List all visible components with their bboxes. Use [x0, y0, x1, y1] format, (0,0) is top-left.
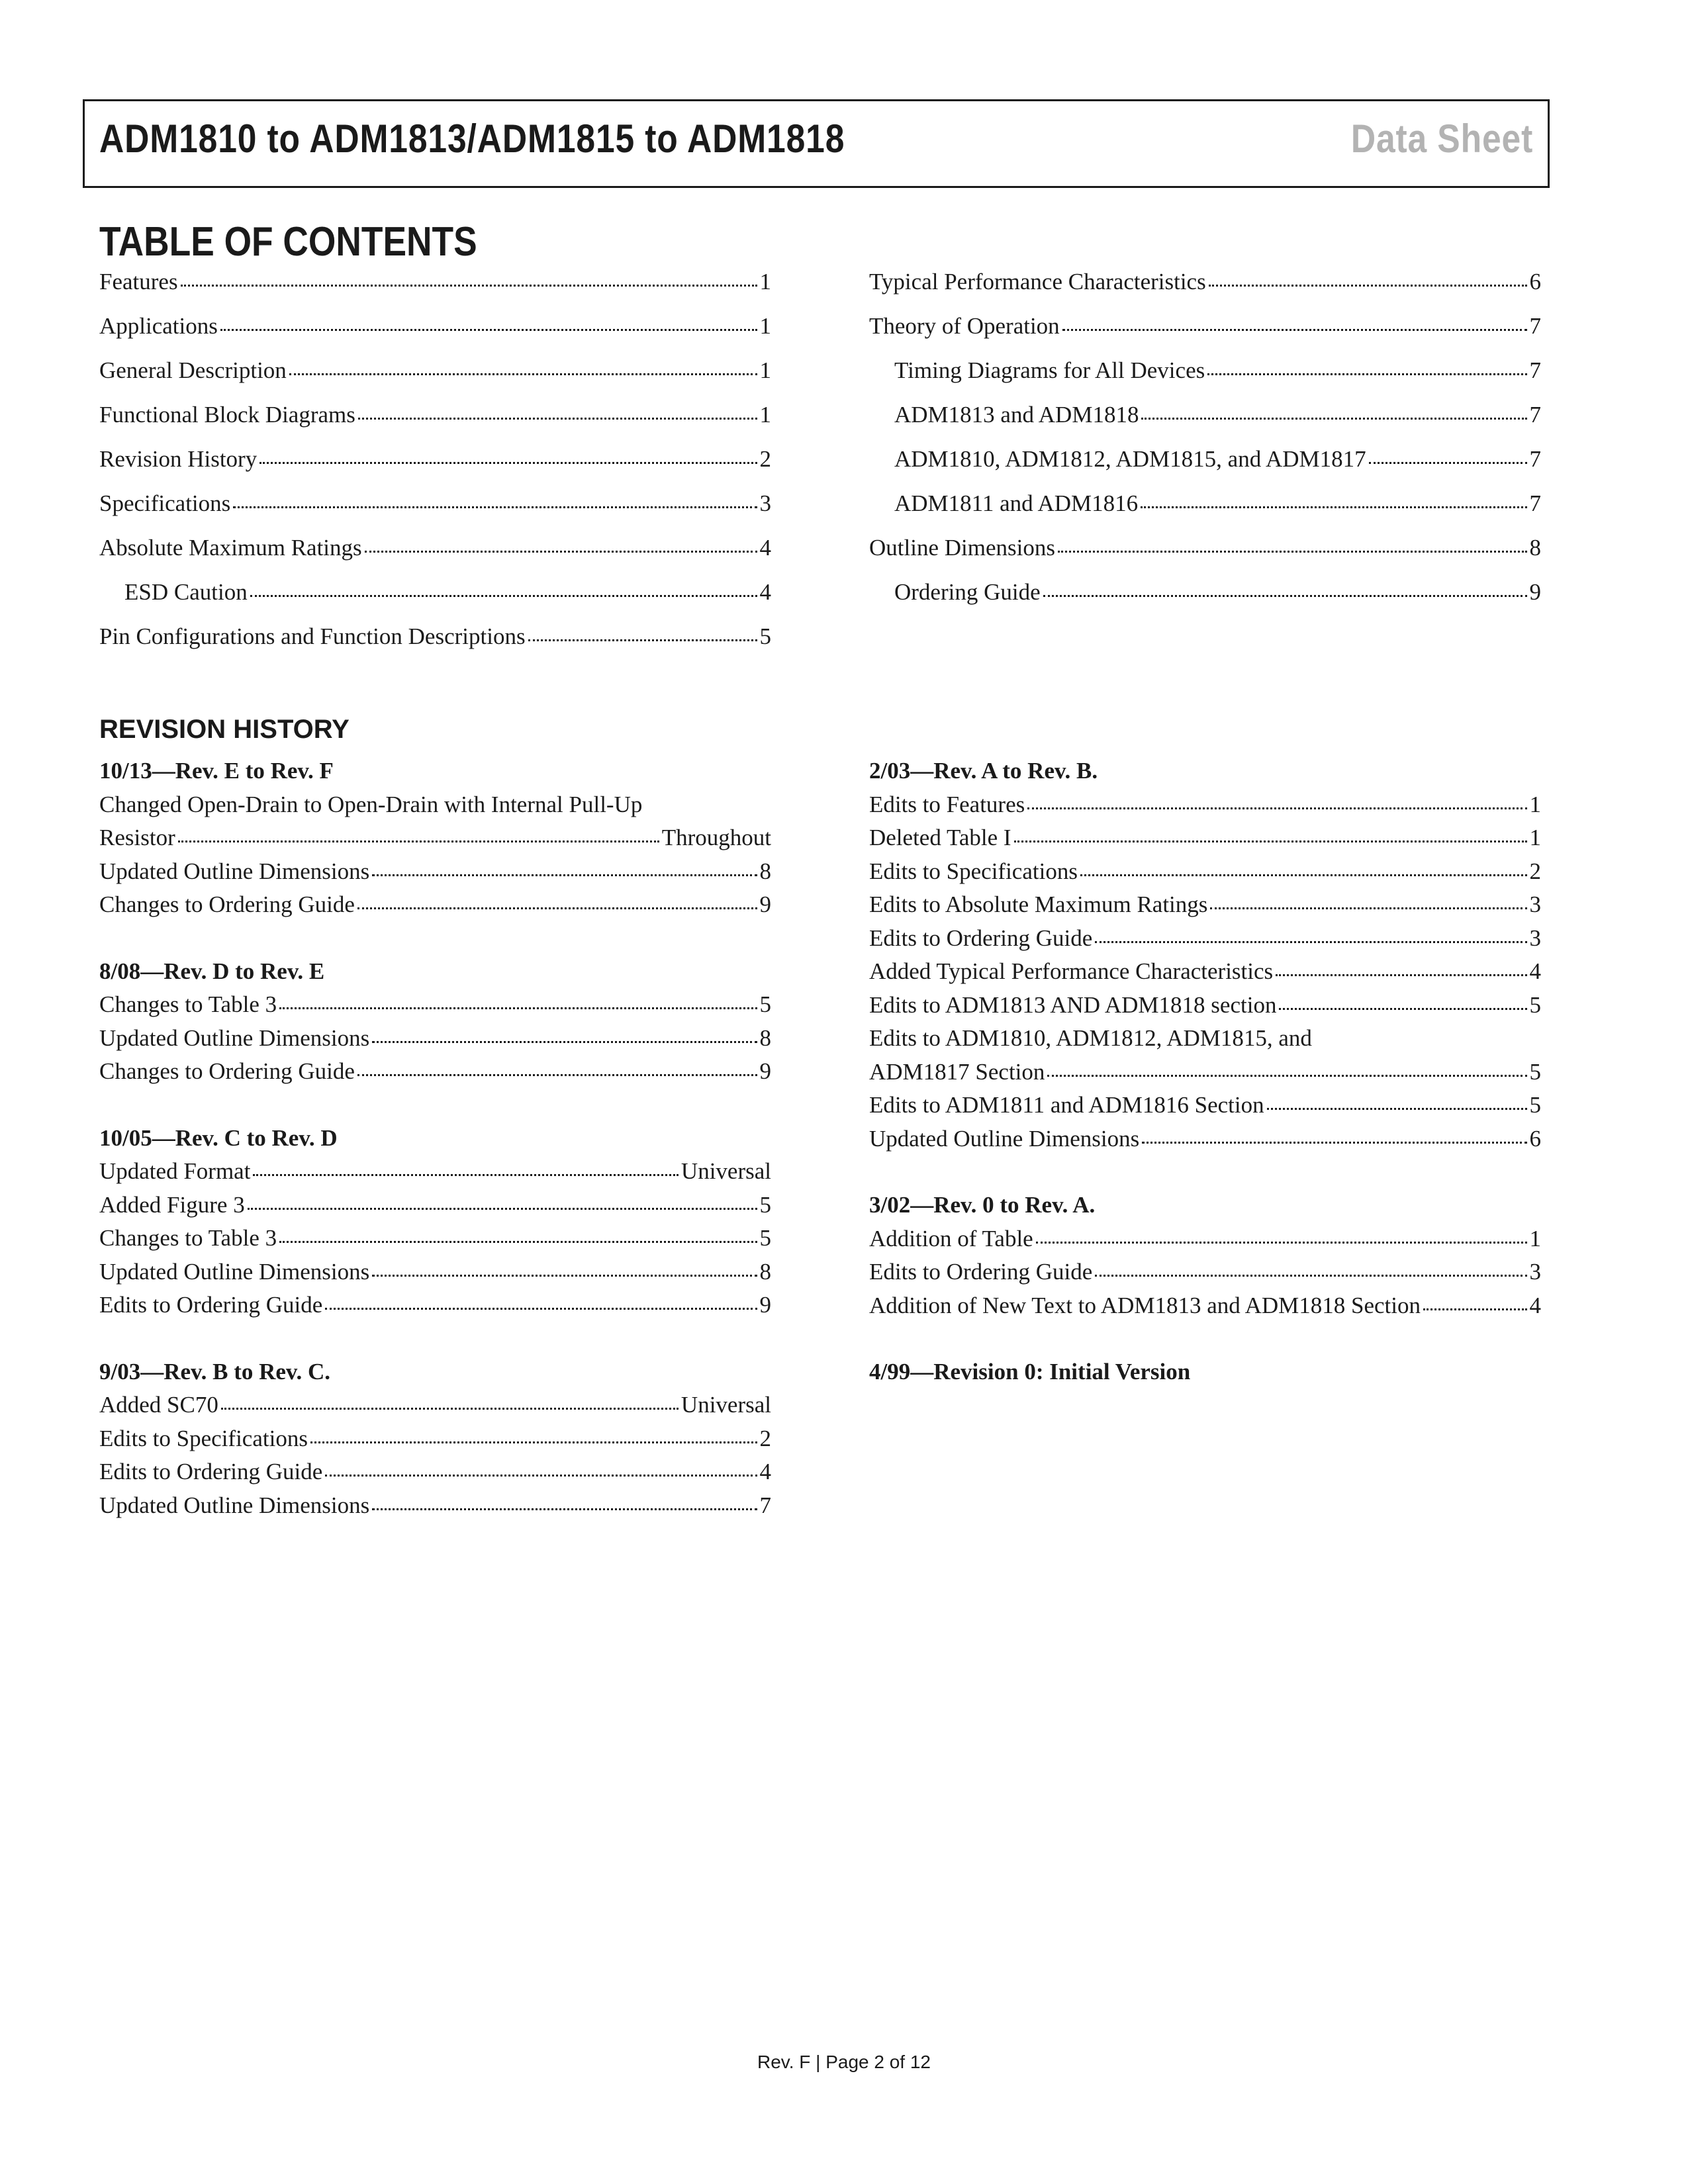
- dot-leader: [1036, 1242, 1527, 1244]
- revision-change-entry[interactable]: [99, 891, 771, 925]
- revision-change-entry-page: 1: [1529, 825, 1541, 850]
- revision-change-entry-page: 8: [759, 1258, 771, 1285]
- dot-leader: [253, 1174, 678, 1176]
- dot-leader: [310, 1441, 757, 1443]
- revision-change-entry[interactable]: [99, 1392, 771, 1426]
- revision-change-entry[interactable]: [99, 1459, 771, 1492]
- revision-change-entry[interactable]: [869, 1126, 1541, 1160]
- revision-change-entry-page: 4: [759, 1459, 771, 1484]
- dot-leader: [1095, 1275, 1526, 1277]
- revision-change-entry[interactable]: [99, 825, 771, 858]
- toc-entry-page: 7: [1529, 402, 1541, 428]
- revision-change-entry-page: 2: [1529, 858, 1541, 884]
- toc-entry-label: Absolute Maximum Ratings: [99, 535, 362, 561]
- revision-change-entry[interactable]: [869, 1059, 1541, 1093]
- toc-entry-page: 7: [1529, 446, 1541, 472]
- revision-change-entry-label: Edits to ADM1811 and ADM1816 Section: [869, 1092, 1264, 1118]
- dot-leader: [279, 1007, 757, 1009]
- revision-change-entry-page: 9: [759, 1292, 771, 1318]
- toc-entry-label: Theory of Operation: [869, 313, 1060, 339]
- revision-change-entry[interactable]: [869, 891, 1541, 925]
- page-footer: Rev. F | Page 2 of 12: [757, 2052, 931, 2072]
- dot-leader: [181, 285, 757, 287]
- toc-right-column: [869, 269, 1541, 623]
- toc-entry[interactable]: [869, 446, 1541, 490]
- revision-change-entry-page: 8: [759, 1024, 771, 1051]
- revision-change-entry-label: Edits to Ordering Guide: [99, 1292, 323, 1318]
- dot-leader: [357, 1074, 757, 1076]
- toc-entry-label: Revision History: [99, 446, 258, 472]
- revision-change-text: Edits to ADM1810, ADM1812, ADM1815, and: [869, 1025, 1312, 1051]
- revision-change-entry[interactable]: [99, 1192, 771, 1226]
- toc-entry-page: 8: [1529, 535, 1541, 561]
- dot-leader: [1058, 551, 1527, 553]
- toc-entry-page: 1: [759, 269, 771, 295]
- revision-change-entry-page: 4: [1529, 958, 1541, 984]
- toc-entry-label: Functional Block Diagrams: [99, 402, 355, 428]
- toc-entry-label: Applications: [99, 313, 218, 339]
- revision-change-entry[interactable]: [99, 1292, 771, 1326]
- revision-change-entry-label: Edits to Absolute Maximum Ratings: [869, 891, 1208, 917]
- revision-change-entry-label: Edits to Features: [869, 791, 1025, 817]
- dot-leader: [325, 1308, 757, 1310]
- dot-leader: [1276, 974, 1526, 976]
- dot-leader: [233, 506, 757, 508]
- toc-entry-page: 7: [1529, 357, 1541, 383]
- revision-change-entry-page: 6: [1529, 1125, 1541, 1152]
- dot-leader: [1047, 1075, 1526, 1077]
- revision-change-entry-label: Updated Outline Dimensions: [99, 1024, 370, 1051]
- toc-entry-label: Specifications: [99, 490, 231, 516]
- toc-entry[interactable]: [99, 490, 771, 535]
- revision-group: [99, 1359, 771, 1526]
- dot-leader: [1142, 1142, 1526, 1144]
- dot-leader: [1209, 285, 1527, 287]
- revision-change-entry-label: Added Figure 3: [99, 1191, 245, 1218]
- dot-leader: [372, 874, 757, 876]
- revision-change-entry[interactable]: [99, 858, 771, 892]
- revision-change-entry-page: 4: [1529, 1292, 1541, 1318]
- revision-change-entry[interactable]: [869, 958, 1541, 992]
- revision-change-entry-label: Changes to Table 3: [99, 1225, 277, 1251]
- revision-change-entry-label: Resistor: [99, 825, 175, 850]
- dot-leader: [1267, 1108, 1527, 1110]
- revision-change-entry-label: Addition of Table: [869, 1225, 1033, 1251]
- page-header: [83, 99, 1550, 188]
- toc-entry-page: 1: [759, 313, 771, 339]
- revision-change-entry-page: 5: [1529, 991, 1541, 1018]
- revision-change-entry-label: Edits to Ordering Guide: [869, 925, 1093, 951]
- revision-change-entry-label: Updated Outline Dimensions: [99, 1492, 370, 1518]
- toc-entry[interactable]: [869, 402, 1541, 446]
- dot-leader: [1141, 418, 1526, 420]
- dot-leader: [528, 639, 757, 641]
- toc-entry[interactable]: [869, 535, 1541, 579]
- revision-group-title: 9/03—Rev. B to Rev. C.: [99, 1358, 331, 1385]
- dot-leader: [1369, 462, 1527, 464]
- revision-change-entry[interactable]: [99, 1259, 771, 1293]
- dot-leader: [259, 462, 757, 464]
- dot-leader: [1210, 907, 1526, 909]
- revision-change-entry-label: Updated Outline Dimensions: [99, 1258, 370, 1285]
- revision-change-entry-label: Updated Outline Dimensions: [869, 1125, 1140, 1152]
- revision-change-entry-label: Changes to Ordering Guide: [99, 1058, 355, 1084]
- toc-entry-label: ADM1810, ADM1812, ADM1815, and ADM1817: [894, 446, 1366, 472]
- toc-entry-page: 3: [759, 490, 771, 516]
- dot-leader: [279, 1241, 757, 1243]
- toc-entry-page: 4: [759, 535, 771, 561]
- revision-change-entry-label: Addition of New Text to ADM1813 and ADM1818 Section: [869, 1292, 1421, 1318]
- revision-change-entry[interactable]: [99, 1158, 771, 1192]
- toc-entry[interactable]: [99, 623, 771, 668]
- toc-entry[interactable]: [869, 579, 1541, 623]
- revision-change-entry-label: ADM1817 Section: [869, 1058, 1045, 1085]
- revision-group-title: 10/05—Rev. C to Rev. D: [99, 1124, 338, 1151]
- toc-entry[interactable]: [869, 490, 1541, 535]
- revision-change-entry-page: 5: [759, 1191, 771, 1218]
- revision-change-entry[interactable]: [869, 825, 1541, 858]
- revision-group-title: 3/02—Rev. 0 to Rev. A.: [869, 1192, 1096, 1218]
- dot-leader: [220, 329, 757, 331]
- revision-change-entry[interactable]: [99, 1492, 771, 1526]
- revision-change-entry[interactable]: [869, 1259, 1541, 1293]
- dot-leader: [248, 1208, 757, 1210]
- toc-entry-label: Features: [99, 269, 178, 295]
- dot-leader: [372, 1508, 757, 1510]
- dot-leader: [325, 1475, 757, 1477]
- toc-entry-label: Ordering Guide: [894, 579, 1041, 605]
- revision-change-entry[interactable]: [869, 1226, 1541, 1259]
- dot-leader: [1062, 329, 1527, 331]
- toc-entry-label: Pin Configurations and Function Descriptions: [99, 623, 526, 649]
- dot-leader: [250, 595, 757, 597]
- revision-change-entry-label: Edits to Specifications: [869, 858, 1078, 884]
- revision-change-entry[interactable]: [869, 992, 1541, 1026]
- toc-entry-label: General Description: [99, 357, 287, 383]
- revision-change-entry-page: 1: [1529, 791, 1541, 817]
- document-title: ADM1810 to ADM1813/ADM1815 to ADM1818: [99, 116, 845, 161]
- revision-change-entry[interactable]: [869, 858, 1541, 892]
- revision-change-entry-page: 9: [759, 1058, 771, 1084]
- revision-group-title: 2/03—Rev. A to Rev. B.: [869, 758, 1098, 784]
- revision-change-entry[interactable]: [99, 991, 771, 1025]
- revision-group: [99, 758, 771, 925]
- toc-entry-page: 7: [1529, 490, 1541, 516]
- revision-change-entry[interactable]: [99, 1225, 771, 1259]
- revision-change-entry-page: 1: [1529, 1225, 1541, 1251]
- revision-change-entry-page: Throughout: [661, 825, 771, 850]
- revision-change-entry-page: 5: [1529, 1058, 1541, 1085]
- toc-entry[interactable]: [99, 579, 771, 623]
- toc-entry-label: Outline Dimensions: [869, 535, 1055, 561]
- dot-leader: [1027, 807, 1526, 809]
- revision-change-entry-label: Updated Outline Dimensions: [99, 858, 370, 884]
- toc-entry-label: Timing Diagrams for All Devices: [894, 357, 1205, 383]
- revision-change-entry-label: Edits to Ordering Guide: [869, 1259, 1093, 1285]
- revision-change-entry-page: Universal: [680, 1158, 771, 1184]
- revision-change-entry-label: Edits to Ordering Guide: [99, 1459, 323, 1484]
- toc-entry-label: ADM1811 and ADM1816: [894, 490, 1139, 516]
- dot-leader: [1043, 595, 1527, 597]
- revision-history-left-column: [99, 758, 771, 1559]
- revision-change-entry[interactable]: [869, 1293, 1541, 1326]
- toc-entry[interactable]: [869, 313, 1541, 357]
- dot-leader: [372, 1041, 757, 1043]
- revision-change-entry-label: Changes to Table 3: [99, 991, 277, 1017]
- toc-left-column: [99, 269, 771, 668]
- revision-change-entry[interactable]: [869, 1092, 1541, 1126]
- dot-leader: [358, 418, 757, 420]
- revision-change-entry-page: 8: [759, 858, 771, 884]
- revision-group-title: 8/08—Rev. D to Rev. E: [99, 958, 325, 984]
- dot-leader: [1014, 841, 1527, 842]
- toc-entry-page: 6: [1529, 269, 1541, 295]
- revision-group: [869, 1359, 1541, 1392]
- toc-entry[interactable]: [99, 446, 771, 490]
- revision-change-entry-page: 5: [759, 1225, 771, 1251]
- revision-change-entry-label: Changes to Ordering Guide: [99, 891, 355, 917]
- revision-change-entry-label: Deleted Table I: [869, 825, 1011, 850]
- document-type-label: Data Sheet: [1350, 116, 1533, 161]
- revision-change-entry-page: 3: [1529, 1259, 1541, 1285]
- revision-change-text: Changed Open-Drain to Open-Drain with Internal Pull-Up: [99, 791, 643, 817]
- toc-entry-page: 1: [759, 402, 771, 428]
- revision-change-entry[interactable]: [99, 1058, 771, 1092]
- toc-heading: TABLE OF CONTENTS: [99, 219, 477, 265]
- revision-change-entry-page: 5: [759, 991, 771, 1017]
- dot-leader: [221, 1408, 679, 1410]
- dot-leader: [1095, 941, 1526, 943]
- toc-entry-page: 2: [759, 446, 771, 472]
- revision-change-entry-page: Universal: [680, 1392, 771, 1418]
- toc-entry[interactable]: [99, 269, 771, 313]
- toc-entry-label: ADM1813 and ADM1818: [894, 402, 1139, 428]
- dot-leader: [372, 1275, 757, 1277]
- toc-entry-label: ESD Caution: [124, 579, 248, 605]
- revision-change-entry[interactable]: [869, 925, 1541, 959]
- dot-leader: [1207, 373, 1526, 375]
- revision-group-title: 10/13—Rev. E to Rev. F: [99, 758, 334, 784]
- revision-change-entry-label: Added Typical Performance Characteristics: [869, 958, 1274, 984]
- toc-entry[interactable]: [869, 357, 1541, 402]
- toc-entry[interactable]: [99, 357, 771, 402]
- dot-leader: [1080, 874, 1527, 876]
- revision-history-right-column: [869, 758, 1541, 1426]
- dot-leader: [1279, 1008, 1526, 1010]
- revision-change-entry-label: Added SC70: [99, 1392, 218, 1418]
- revision-history-heading: REVISION HISTORY: [99, 715, 350, 744]
- toc-entry-page: 1: [759, 357, 771, 383]
- dot-leader: [289, 373, 757, 375]
- toc-entry-page: 5: [759, 623, 771, 649]
- revision-change-entry[interactable]: [869, 792, 1541, 825]
- revision-group: [869, 1192, 1541, 1326]
- toc-entry-page: 7: [1529, 313, 1541, 339]
- dot-leader: [357, 907, 757, 909]
- revision-group: [869, 758, 1541, 1159]
- revision-change-entry-page: 5: [1529, 1092, 1541, 1118]
- toc-entry[interactable]: [869, 269, 1541, 313]
- revision-change-entry[interactable]: [99, 1426, 771, 1459]
- revision-change-entry-label: Updated Format: [99, 1158, 251, 1184]
- revision-change-entry-page: 7: [759, 1492, 771, 1518]
- revision-change-entry-page: 9: [759, 891, 771, 917]
- revision-change-entry-label: Edits to ADM1813 AND ADM1818 section: [869, 991, 1277, 1018]
- dot-leader: [178, 841, 659, 842]
- revision-group: [99, 958, 771, 1092]
- revision-group: [99, 1125, 771, 1326]
- dot-leader: [1141, 506, 1526, 508]
- toc-entry-label: Typical Performance Characteristics: [869, 269, 1206, 295]
- toc-entry-page: 9: [1529, 579, 1541, 605]
- revision-change-entry-page: 2: [759, 1425, 771, 1451]
- revision-group-title: 4/99—Revision 0: Initial Version: [869, 1359, 1191, 1385]
- revision-change-entry[interactable]: [99, 1025, 771, 1059]
- dot-leader: [365, 551, 757, 553]
- revision-change-entry-label: Edits to Specifications: [99, 1425, 308, 1451]
- toc-entry-page: 4: [759, 579, 771, 605]
- toc-entry[interactable]: [99, 313, 771, 357]
- dot-leader: [1423, 1308, 1527, 1310]
- toc-entry[interactable]: [99, 535, 771, 579]
- revision-change-entry-page: 3: [1529, 891, 1541, 917]
- revision-change-entry-page: 3: [1529, 925, 1541, 951]
- toc-entry[interactable]: [99, 402, 771, 446]
